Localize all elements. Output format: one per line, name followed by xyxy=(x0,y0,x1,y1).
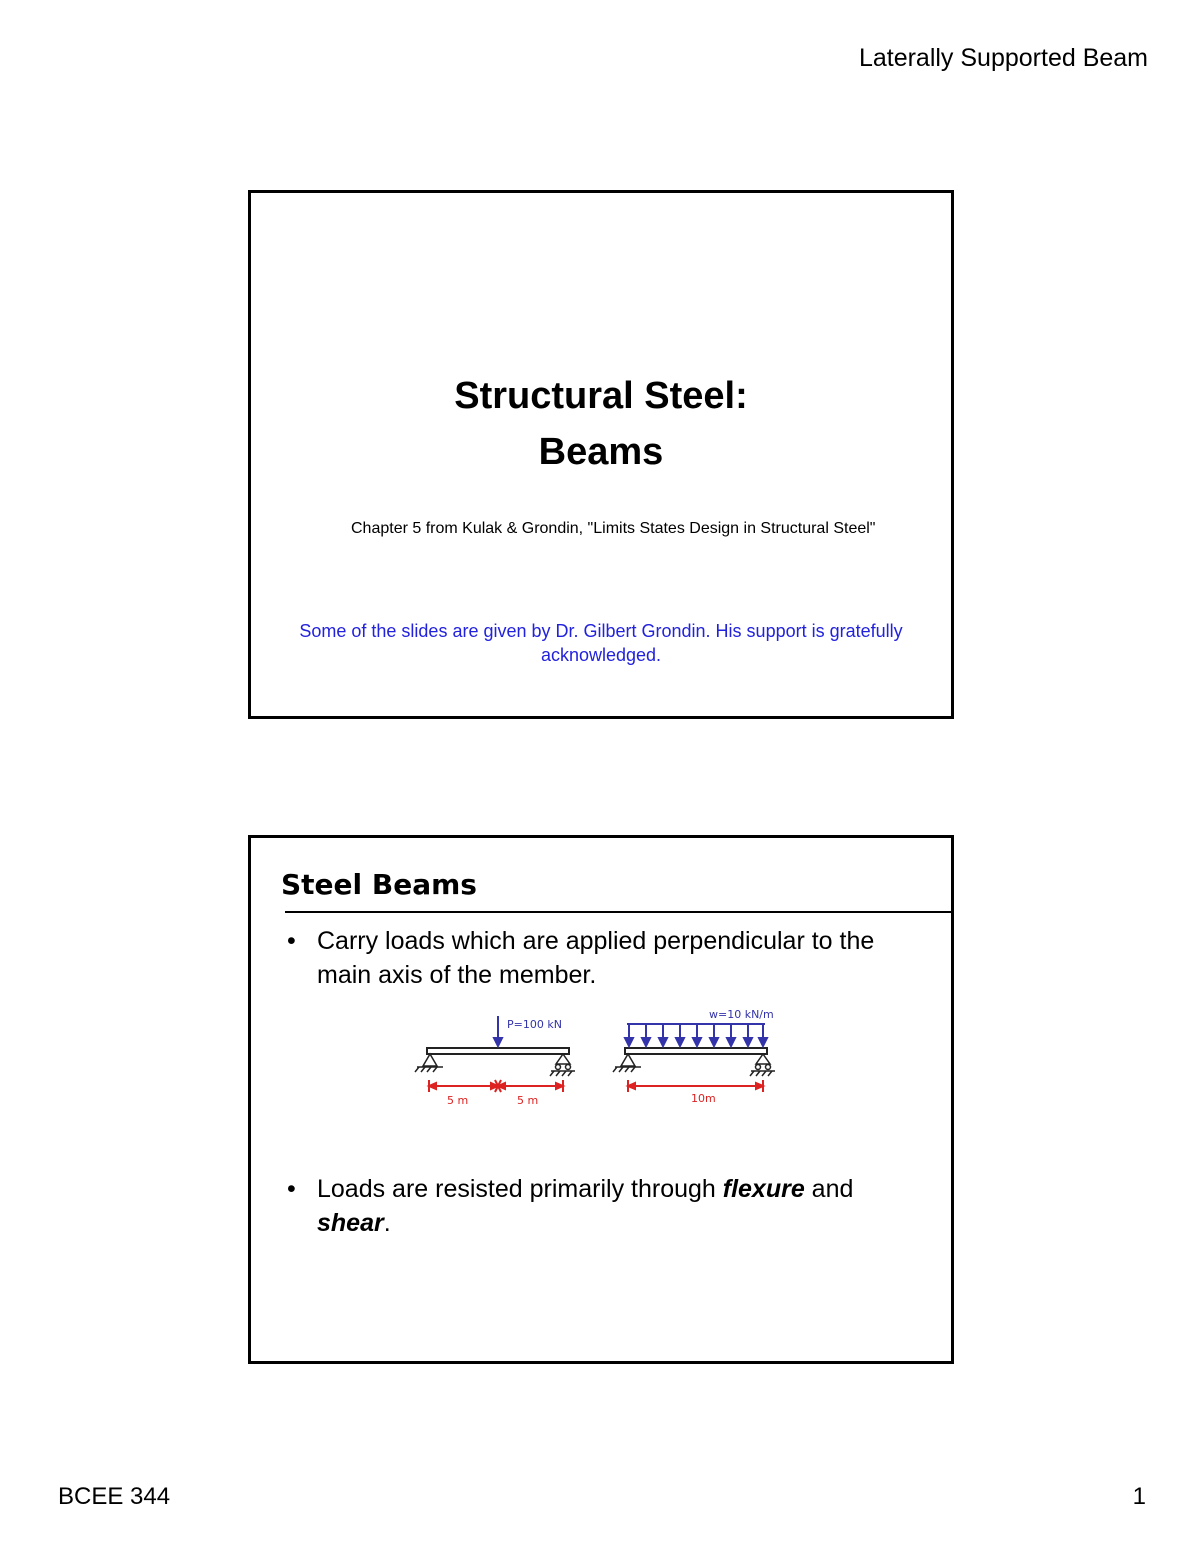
beam-1 xyxy=(427,1048,569,1054)
bullet-item-2 xyxy=(287,1172,887,1240)
page-header: Laterally Supported Beam xyxy=(858,44,1148,72)
point-load-arrow-icon xyxy=(494,1016,502,1046)
span-dimension-2 xyxy=(628,1080,763,1092)
keyword-shear: shear xyxy=(317,1209,384,1237)
keyword-flexure: flexure xyxy=(722,1175,805,1203)
footer-page-number: 1 xyxy=(1132,1483,1146,1510)
right-span-label: 5 m xyxy=(517,1094,539,1107)
chapter-reference: Chapter 5 from Kulak & Grondin, "Limits States Design in Structural Steel" xyxy=(351,520,876,537)
bullet-text-2 xyxy=(317,1172,887,1240)
slide-title xyxy=(248,190,954,719)
slide-title-heading xyxy=(251,368,951,480)
roller-support-icon xyxy=(750,1054,775,1076)
footer-course: BCEE 344 xyxy=(58,1483,171,1510)
slide-steel-beams xyxy=(248,835,954,1364)
point-load-label: P=100 kN xyxy=(507,1018,562,1031)
bullet-text-1: Carry loads which are applied perpendicular to the main axis of the member. xyxy=(317,927,875,989)
title-line-1: Structural Steel: xyxy=(454,375,748,417)
beam-2 xyxy=(625,1048,767,1054)
udl-label: w=10 kN/m xyxy=(709,1008,774,1021)
bullet-2-text-start: Loads are resisted primarily through xyxy=(317,1175,723,1203)
left-span-label: 5 m xyxy=(447,1094,469,1107)
bullet-2-text-end: . xyxy=(383,1209,391,1237)
acknowledgement-text: Some of the slides are given by Dr. Gilbert Grondin. His support is gratefully acknowledged. xyxy=(299,621,903,665)
bullet-marker: • xyxy=(287,1175,296,1203)
udl-span-label: 10m xyxy=(691,1092,716,1105)
beam-diagrams xyxy=(251,838,951,1361)
pin-support-icon xyxy=(415,1054,443,1072)
roller-support-icon xyxy=(550,1054,575,1076)
point-load-beam xyxy=(415,1016,575,1107)
span-dimension-1 xyxy=(429,1080,563,1092)
distributed-load-arrows-icon xyxy=(625,1024,767,1046)
pin-support-icon xyxy=(613,1054,641,1072)
title-line-2: Beams xyxy=(538,431,664,473)
bullet-2-text-mid: and xyxy=(804,1175,854,1203)
slide-heading: Steel Beams xyxy=(281,868,477,901)
bullet-marker: • xyxy=(287,927,296,955)
udl-beam xyxy=(613,1008,775,1105)
